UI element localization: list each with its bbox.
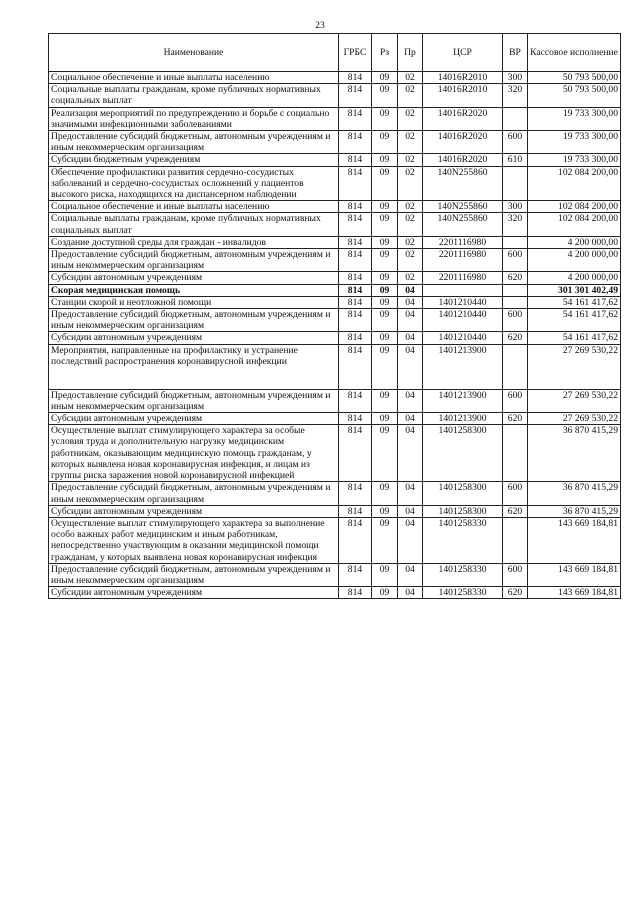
cell-grbs: 814 <box>339 389 372 412</box>
cell-vr <box>503 296 528 308</box>
cell-pr: 04 <box>398 284 423 296</box>
cell-amount: 19 733 300,00 <box>528 131 621 154</box>
table-row <box>49 517 621 563</box>
cell-amount: 19 733 300,00 <box>528 154 621 166</box>
cell-rz: 09 <box>372 107 398 130</box>
cell-rz: 09 <box>372 563 398 586</box>
cell-grbs: 814 <box>339 213 372 236</box>
cell-vr: 620 <box>503 413 528 425</box>
cell-name: Станции скорой и неотложной помощи <box>49 296 339 308</box>
cell-csr: 1401258300 <box>423 505 503 517</box>
cell-grbs: 814 <box>339 131 372 154</box>
cell-grbs: 814 <box>339 344 372 389</box>
header-amount: Кассовое исполнение <box>528 34 621 72</box>
cell-rz: 09 <box>372 272 398 284</box>
table-row <box>49 505 621 517</box>
cell-pr: 04 <box>398 344 423 389</box>
cell-vr: 320 <box>503 213 528 236</box>
cell-rz: 09 <box>372 249 398 272</box>
cell-csr: 1401213900 <box>423 413 503 425</box>
cell-grbs: 814 <box>339 332 372 344</box>
table-row <box>49 249 621 272</box>
cell-rz: 09 <box>372 517 398 563</box>
cell-name: Предоставление субсидий бюджетным, автономным учреждениям и иным некоммерческим организациям <box>49 309 339 332</box>
cell-grbs: 814 <box>339 84 372 107</box>
cell-amount: 102 084 200,00 <box>528 166 621 201</box>
cell-rz: 09 <box>372 154 398 166</box>
cell-amount: 301 301 402,49 <box>528 284 621 296</box>
cell-rz: 09 <box>372 84 398 107</box>
cell-grbs: 814 <box>339 107 372 130</box>
cell-name: Субсидии автономным учреждениям <box>49 587 339 599</box>
cell-grbs: 814 <box>339 154 372 166</box>
table-row <box>49 482 621 505</box>
cell-name: Реализация мероприятий по предупреждению и борьбе с социально значимыми инфекционными заболеваниями <box>49 107 339 130</box>
table-row <box>49 272 621 284</box>
budget-execution-table <box>48 33 621 599</box>
cell-pr: 04 <box>398 425 423 482</box>
cell-csr: 14016R2020 <box>423 107 503 130</box>
cell-pr: 02 <box>398 201 423 213</box>
cell-grbs: 814 <box>339 413 372 425</box>
cell-name: Субсидии автономным учреждениям <box>49 332 339 344</box>
cell-vr <box>503 344 528 389</box>
cell-pr: 04 <box>398 587 423 599</box>
cell-name: Социальное обеспечение и иные выплаты населению <box>49 201 339 213</box>
cell-amount: 19 733 300,00 <box>528 107 621 130</box>
cell-vr: 600 <box>503 309 528 332</box>
cell-amount: 36 870 415,29 <box>528 482 621 505</box>
cell-pr: 02 <box>398 272 423 284</box>
cell-rz: 09 <box>372 166 398 201</box>
cell-name: Мероприятия, направленные на профилактику и устранение последствий распространения коронавирусной инфекции <box>49 344 339 389</box>
cell-vr: 300 <box>503 201 528 213</box>
cell-csr: 1401213900 <box>423 389 503 412</box>
cell-name: Предоставление субсидий бюджетным, автономным учреждениям и иным некоммерческим организациям <box>49 563 339 586</box>
cell-pr: 04 <box>398 309 423 332</box>
cell-pr: 02 <box>398 249 423 272</box>
cell-pr: 04 <box>398 413 423 425</box>
cell-vr: 610 <box>503 154 528 166</box>
cell-csr: 1401258330 <box>423 563 503 586</box>
cell-vr: 620 <box>503 332 528 344</box>
cell-csr: 140N255860 <box>423 166 503 201</box>
cell-name: Субсидии автономным учреждениям <box>49 505 339 517</box>
cell-name: Социальные выплаты гражданам, кроме публичных нормативных социальных выплат <box>49 213 339 236</box>
cell-amount: 54 161 417,62 <box>528 296 621 308</box>
cell-pr: 04 <box>398 389 423 412</box>
cell-csr: 1401210440 <box>423 296 503 308</box>
cell-amount: 102 084 200,00 <box>528 213 621 236</box>
cell-vr: 600 <box>503 389 528 412</box>
cell-amount: 4 200 000,00 <box>528 236 621 248</box>
cell-grbs: 814 <box>339 201 372 213</box>
cell-grbs: 814 <box>339 587 372 599</box>
table-row <box>49 201 621 213</box>
cell-vr <box>503 236 528 248</box>
cell-vr: 320 <box>503 84 528 107</box>
cell-csr: 1401210440 <box>423 332 503 344</box>
cell-rz: 09 <box>372 131 398 154</box>
cell-amount: 36 870 415,29 <box>528 425 621 482</box>
cell-name: Предоставление субсидий бюджетным, автономным учреждениям и иным некоммерческим организациям <box>49 389 339 412</box>
cell-name: Предоставление субсидий бюджетным, автономным учреждениям и иным некоммерческим организациям <box>49 249 339 272</box>
table-row <box>49 107 621 130</box>
cell-amount: 27 269 530,22 <box>528 344 621 389</box>
table-row <box>49 413 621 425</box>
cell-rz: 09 <box>372 236 398 248</box>
cell-amount: 27 269 530,22 <box>528 389 621 412</box>
cell-pr: 02 <box>398 166 423 201</box>
cell-rz: 09 <box>372 201 398 213</box>
cell-name: Субсидии автономным учреждениям <box>49 413 339 425</box>
cell-csr: 1401210440 <box>423 309 503 332</box>
cell-rz: 09 <box>372 296 398 308</box>
cell-grbs: 814 <box>339 166 372 201</box>
cell-name: Осуществление выплат стимулирующего характера за особые условия труда и дополнительную нагрузку медицинским работникам, оказывающим медицинскую помощь гражданам, у которых выявлена новая коронавирусная инфекция, и лицам из группы риска заражения новой коронавирусной инфекцией <box>49 425 339 482</box>
cell-csr: 1401258300 <box>423 482 503 505</box>
cell-pr: 04 <box>398 517 423 563</box>
cell-pr: 02 <box>398 72 423 84</box>
cell-amount: 54 161 417,62 <box>528 332 621 344</box>
cell-pr: 04 <box>398 505 423 517</box>
cell-amount: 4 200 000,00 <box>528 272 621 284</box>
cell-name: Предоставление субсидий бюджетным, автономным учреждениям и иным некоммерческим организациям <box>49 482 339 505</box>
cell-csr: 14016R2020 <box>423 131 503 154</box>
cell-amount: 102 084 200,00 <box>528 201 621 213</box>
cell-grbs: 814 <box>339 482 372 505</box>
cell-name: Социальные выплаты гражданам, кроме публичных нормативных социальных выплат <box>49 84 339 107</box>
cell-vr <box>503 425 528 482</box>
cell-grbs: 814 <box>339 296 372 308</box>
cell-name: Социальное обеспечение и иные выплаты населению <box>49 72 339 84</box>
cell-pr: 04 <box>398 563 423 586</box>
cell-amount: 27 269 530,22 <box>528 413 621 425</box>
header-vr: ВР <box>503 34 528 72</box>
table-row <box>49 166 621 201</box>
cell-grbs: 814 <box>339 505 372 517</box>
cell-amount: 4 200 000,00 <box>528 249 621 272</box>
table-row <box>49 154 621 166</box>
cell-csr <box>423 284 503 296</box>
cell-rz: 09 <box>372 413 398 425</box>
table-row <box>49 72 621 84</box>
header-grbs: ГРБС <box>339 34 372 72</box>
cell-amount: 50 793 500,00 <box>528 84 621 107</box>
cell-csr: 140N255860 <box>423 213 503 236</box>
table-header-row <box>49 34 621 72</box>
cell-pr: 02 <box>398 213 423 236</box>
cell-amount: 143 669 184,81 <box>528 587 621 599</box>
cell-vr: 620 <box>503 587 528 599</box>
table-row <box>49 296 621 308</box>
cell-rz: 09 <box>372 344 398 389</box>
cell-grbs: 814 <box>339 249 372 272</box>
cell-vr <box>503 107 528 130</box>
cell-csr: 1401258300 <box>423 425 503 482</box>
cell-rz: 09 <box>372 332 398 344</box>
cell-name: Создание доступной среды для граждан - инвалидов <box>49 236 339 248</box>
cell-rz: 09 <box>372 284 398 296</box>
table-row <box>49 84 621 107</box>
table-row <box>49 284 621 296</box>
cell-vr <box>503 166 528 201</box>
cell-name: Субсидии бюджетным учреждениям <box>49 154 339 166</box>
header-rz: Рз <box>372 34 398 72</box>
cell-rz: 09 <box>372 505 398 517</box>
cell-pr: 04 <box>398 332 423 344</box>
cell-rz: 09 <box>372 587 398 599</box>
cell-csr: 2201116980 <box>423 236 503 248</box>
cell-amount: 143 669 184,81 <box>528 563 621 586</box>
cell-rz: 09 <box>372 309 398 332</box>
cell-name: Скорая медицинская помощь <box>49 284 339 296</box>
cell-grbs: 814 <box>339 425 372 482</box>
cell-csr: 2201116980 <box>423 249 503 272</box>
cell-name: Субсидии автономным учреждениям <box>49 272 339 284</box>
cell-vr: 600 <box>503 131 528 154</box>
cell-grbs: 814 <box>339 309 372 332</box>
header-pr: Пр <box>398 34 423 72</box>
cell-amount: 54 161 417,62 <box>528 309 621 332</box>
header-name: Наименование <box>49 34 339 72</box>
cell-grbs: 814 <box>339 72 372 84</box>
cell-grbs: 814 <box>339 563 372 586</box>
cell-pr: 02 <box>398 107 423 130</box>
cell-vr <box>503 284 528 296</box>
header-csr: ЦСР <box>423 34 503 72</box>
cell-csr: 2201116980 <box>423 272 503 284</box>
cell-pr: 04 <box>398 482 423 505</box>
cell-rz: 09 <box>372 389 398 412</box>
cell-csr: 1401258330 <box>423 517 503 563</box>
table-row <box>49 309 621 332</box>
table-row <box>49 389 621 412</box>
cell-name: Предоставление субсидий бюджетным, автономным учреждениям и иным некоммерческим организациям <box>49 131 339 154</box>
cell-amount: 50 793 500,00 <box>528 72 621 84</box>
cell-pr: 02 <box>398 236 423 248</box>
cell-pr: 02 <box>398 131 423 154</box>
cell-name: Осуществление выплат стимулирующего характера за выполнение особо важных работ медицинским и иным работникам, непосредственно участвующим в оказании медицинской помощи гражданам, у которых выявлена новая коронавирусная инфекция <box>49 517 339 563</box>
cell-vr <box>503 517 528 563</box>
cell-csr: 1401213900 <box>423 344 503 389</box>
table-row <box>49 131 621 154</box>
cell-csr: 14016R2010 <box>423 84 503 107</box>
cell-rz: 09 <box>372 213 398 236</box>
table-row <box>49 587 621 599</box>
cell-grbs: 814 <box>339 517 372 563</box>
cell-rz: 09 <box>372 72 398 84</box>
cell-csr: 14016R2010 <box>423 72 503 84</box>
cell-grbs: 814 <box>339 236 372 248</box>
cell-vr: 600 <box>503 249 528 272</box>
cell-name: Обеспечение профилактики развития сердечно-сосудистых заболеваний и сердечно-сосудистых осложнений у пациентов высокого риска, находящихся на диспансерном наблюдении <box>49 166 339 201</box>
cell-csr: 1401258330 <box>423 587 503 599</box>
cell-pr: 02 <box>398 84 423 107</box>
table-row <box>49 236 621 248</box>
cell-amount: 36 870 415,29 <box>528 505 621 517</box>
cell-rz: 09 <box>372 482 398 505</box>
cell-amount: 143 669 184,81 <box>528 517 621 563</box>
page-number: 23 <box>315 21 325 31</box>
cell-vr: 600 <box>503 482 528 505</box>
cell-vr: 600 <box>503 563 528 586</box>
cell-rz: 09 <box>372 425 398 482</box>
cell-vr: 620 <box>503 505 528 517</box>
cell-grbs: 814 <box>339 284 372 296</box>
cell-csr: 14016R2020 <box>423 154 503 166</box>
cell-vr: 620 <box>503 272 528 284</box>
cell-csr: 140N255860 <box>423 201 503 213</box>
table-row <box>49 213 621 236</box>
table-row <box>49 344 621 389</box>
cell-pr: 02 <box>398 154 423 166</box>
table-row <box>49 425 621 482</box>
cell-grbs: 814 <box>339 272 372 284</box>
table-row <box>49 332 621 344</box>
table-row <box>49 563 621 586</box>
cell-pr: 04 <box>398 296 423 308</box>
cell-vr: 300 <box>503 72 528 84</box>
